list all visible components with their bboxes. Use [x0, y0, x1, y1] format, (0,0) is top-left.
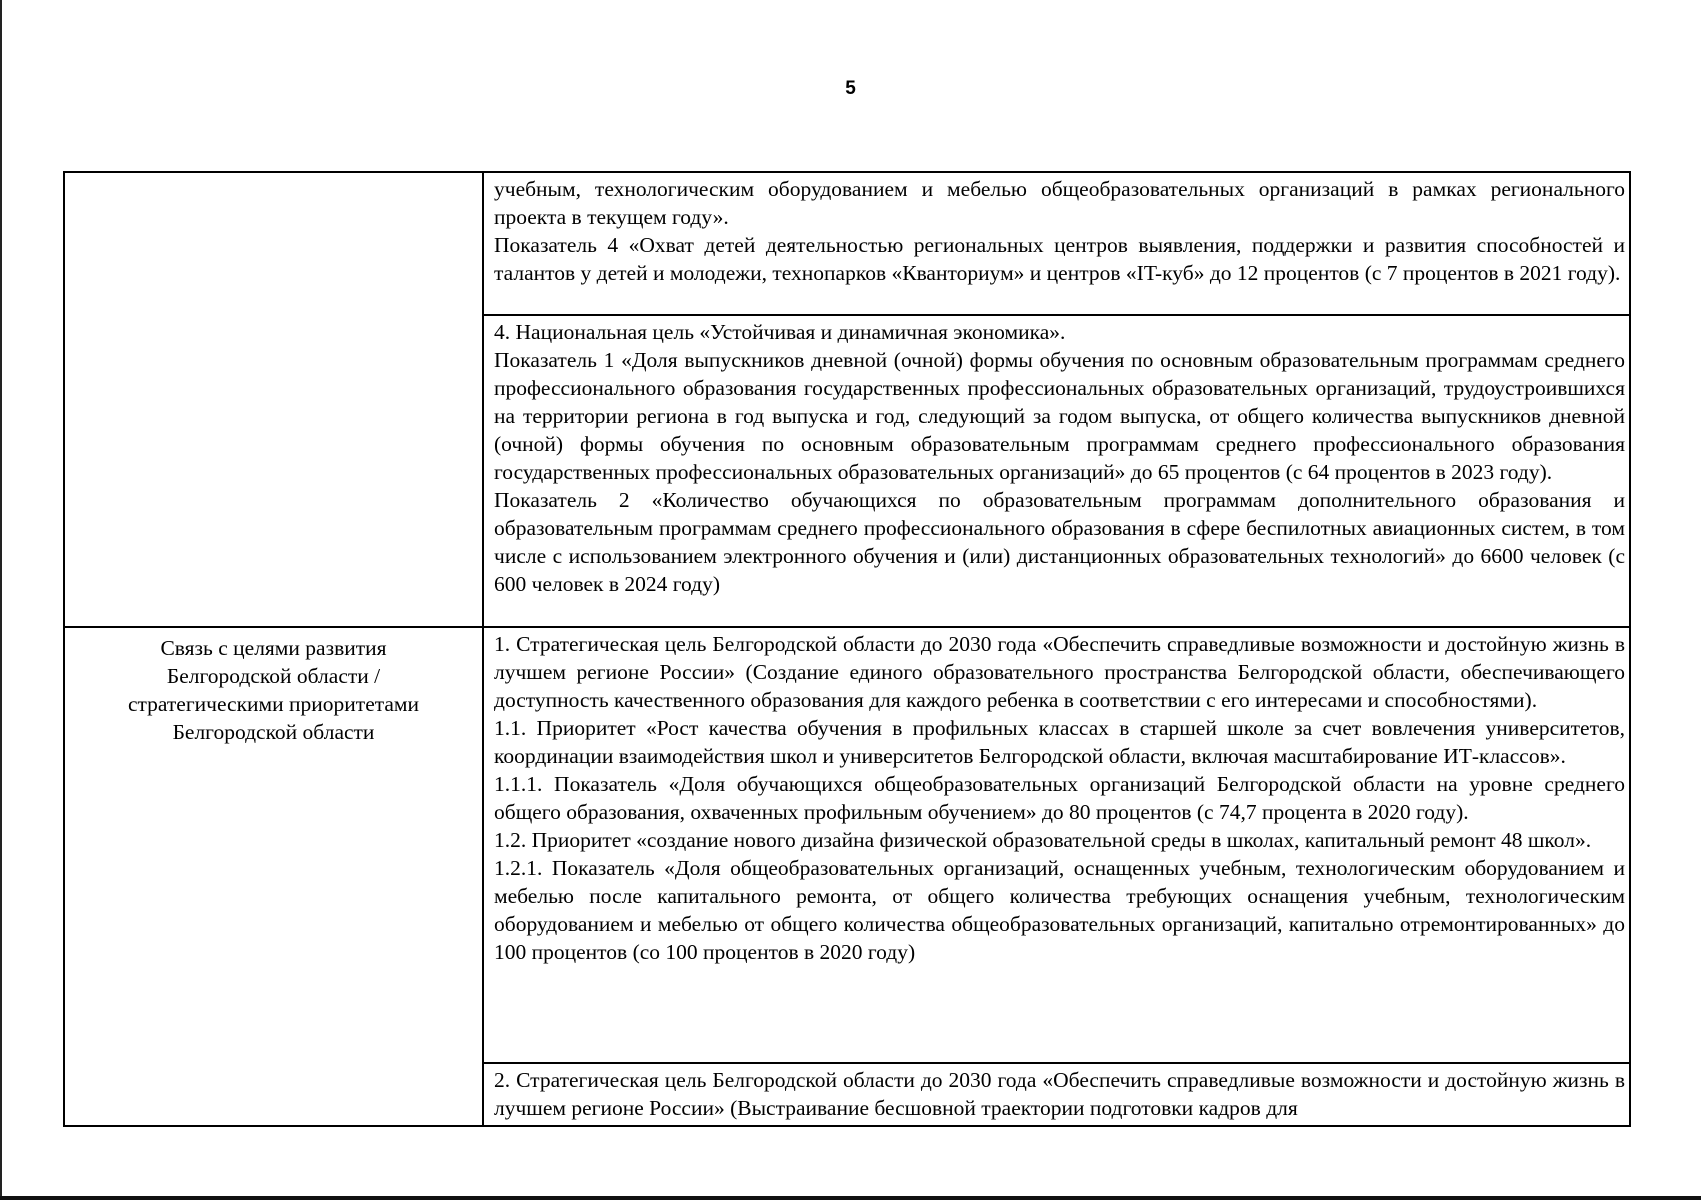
scan-edge-bottom	[0, 1196, 1701, 1200]
paragraph: 1. Стратегическая цель Белгородской области до 2030 года «Обеспечить справедливые возможности и достойную жизнь в лучшем регионе России» (Создание единого образовательного пространства Белгородской области, обеспечивающего доступность качественного образования для каждого ребенка в соответствии с его интересами и способностями).	[494, 632, 1625, 712]
table-row-2-right	[484, 316, 1629, 626]
row-heading-line: стратегическими приоритетами	[127, 692, 420, 716]
page-number: 5	[845, 78, 856, 99]
paragraph: Показатель 1 «Доля выпускников дневной (очной) формы обучения по основным образовательным программам среднего профессионального образования государственных профессиональных образовательных организаций, трудоустроившихся на территории региона в год выпуска и год, следующий за годом выпуска, от общего количества выпускников дневной (очной) формы обучения по основным образовательным программам среднего профессионального образования государственных профессиональных образовательных организаций» до 65 процентов (с 64 процентов в 2023 году).	[494, 348, 1625, 484]
paragraph: 1.1.1. Показатель «Доля обучающихся общеобразовательных организаций Белгородской области на уровне среднего общего образования, охваченных профильным обучением» до 80 процентов (с 74,7 процента в 2020 году).	[494, 772, 1625, 824]
paragraph: 1.1. Приоритет «Рост качества обучения в профильных классах в старшей школе за счет вовлечения университетов, координации взаимодействия школ и университетов Белгородской области, включая масштабирование ИТ-классов».	[494, 716, 1625, 768]
paragraph: Показатель 2 «Количество обучающихся по образовательным программам дополнительного образования и образовательным программам среднего профессионального образования в сфере беспилотных авиационных систем, в том числе с использованием электронного обучения и (или) дистанционных образовательных технологий» до 6600 человек (с 600 человек в 2024 году)	[494, 488, 1625, 596]
row-heading-line: Связь с целями развития	[160, 636, 387, 660]
paragraph: Показатель 4 «Охват детей деятельностью региональных центров выявления, поддержки и развития способностей и талантов у детей и молодежи, технопарков «Кванториум» и центров «IT-куб» до 12 процентов (с 7 процентов в 2021 году).	[494, 233, 1625, 285]
paragraph: 4. Национальная цель «Устойчивая и динамичная экономика».	[494, 320, 1066, 344]
row-heading-line: Белгородской области	[172, 720, 375, 744]
row-heading-line: Белгородской области /	[166, 664, 381, 688]
table-row-4-right	[484, 1064, 1629, 1125]
paragraph: 1.2.1. Показатель «Доля общеобразовательных организаций, оснащенных учебным, технологическим оборудованием и мебелью после капитального ремонта, от общего количества требующих оснащения учебным, технологическим оборудованием и мебелью от общего количества общеобразовательных организаций, капитально отремонтированных» до 100 процентов (со 100 процентов в 2020 году)	[494, 856, 1625, 964]
scan-edge-left	[0, 0, 2, 1200]
content-table	[63, 171, 1631, 1127]
table-row-3-left	[65, 628, 482, 778]
table-row-1-right	[484, 173, 1629, 314]
table-row-3-right	[484, 628, 1629, 1062]
paragraph: 2. Стратегическая цель Белгородской области до 2030 года «Обеспечить справедливые возможности и достойную жизнь в лучшем регионе России» (Выстраивание бесшовной траектории подготовки кадров для	[494, 1068, 1625, 1120]
paragraph: учебным, технологическим оборудованием и мебелью общеобразовательных организаций в рамках регионального проекта в текущем году».	[494, 177, 1625, 229]
paragraph: 1.2. Приоритет «создание нового дизайна физической образовательной среды в школах, капитальный ремонт 48 школ».	[494, 828, 1592, 852]
